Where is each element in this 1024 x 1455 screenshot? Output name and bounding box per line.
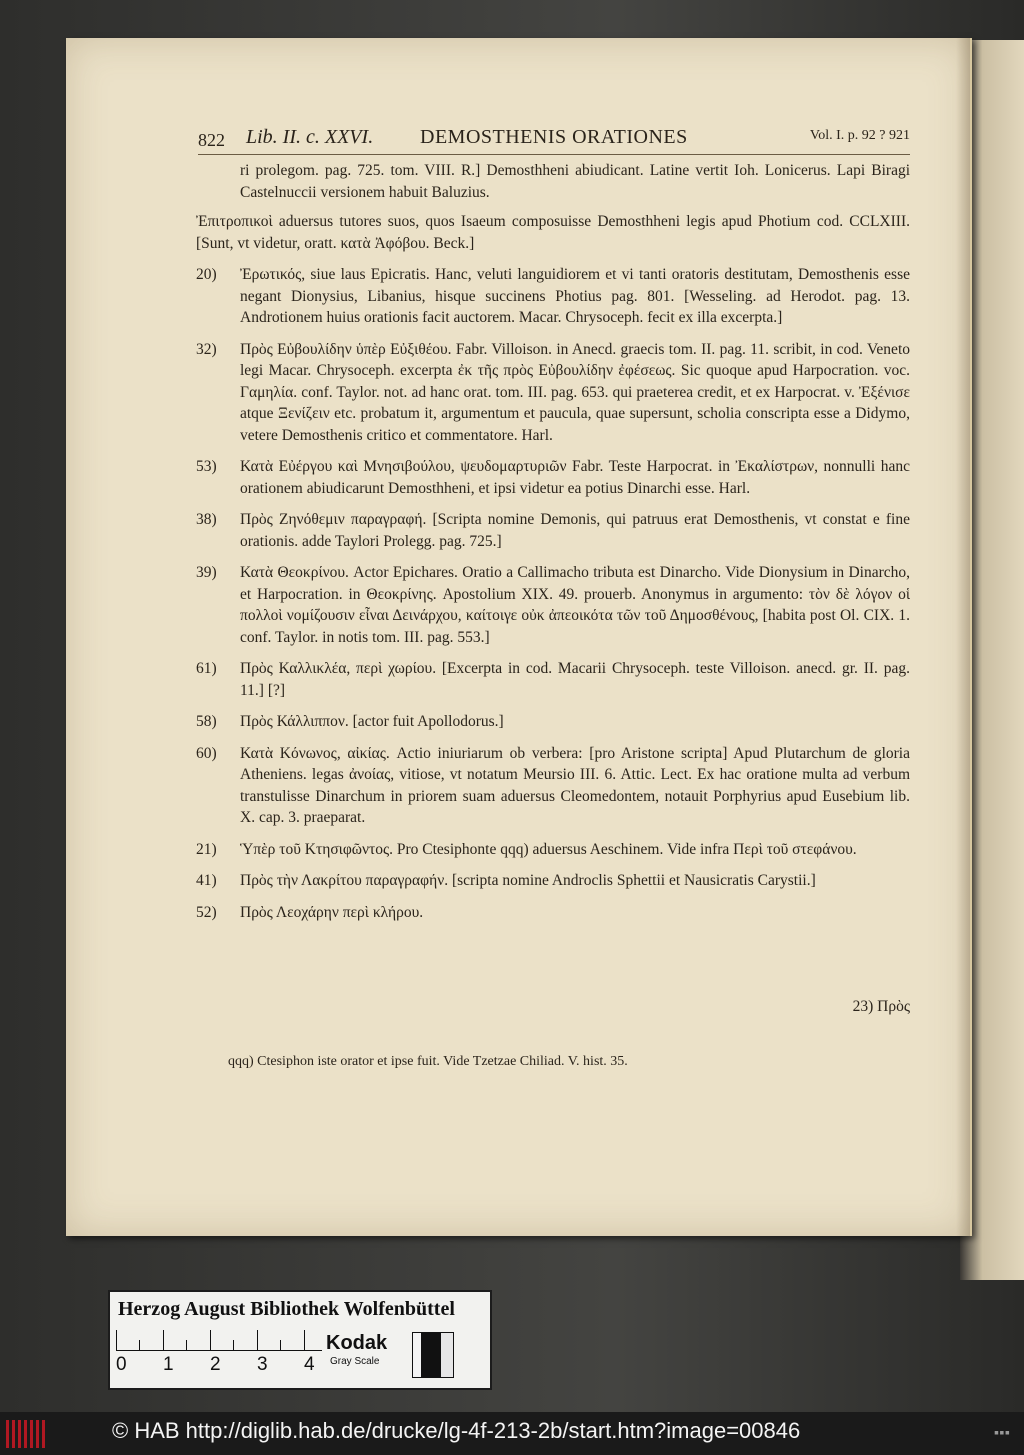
scale-ruler — [116, 1330, 322, 1351]
library-color-chart — [108, 1290, 492, 1390]
entry-text: Πρὸς τὴν Λακρίτου παραγραφήν. [scripta nomine Androclis Sphettii et Nausicratis Carystii.] — [240, 872, 816, 889]
entry-text: Κατὰ Θεοκρίνου. Actor Epichares. Oratio a Callimacho tributa est Dinarcho. Vide Dionysium in Dinarcho, et Harpocration. in Θεοκρίνης. Apostolium XIX. 49. prouerb. Anonymus in argumento: τὸν δὲ λόγον οἱ πολλοὶ νομίζουσιν εἶναι Δεινάρχου, καίτοιγε οὐκ ἀπεοικότα τῶν τοῦ Δημοσθένους, [habita post Ol. CIX. 1. conf. Taylor. in notis tom. III. pag. 553.] — [240, 564, 910, 646]
entry-text: Πρὸς Ζηνόθεμιν παραγραφή. [Scripta nomine Demonis, qui patruus erat Demosthenis, vt constat e fine orationis. adde Taylori Prolegg. pag. 725.] — [240, 511, 910, 550]
source-url-link[interactable]: © HAB http://diglib.hab.de/drucke/lg-4f-213-2b/start.htm?image=00846 — [112, 1418, 801, 1443]
ruler-number: 0 — [116, 1354, 127, 1375]
entry-text: Κατὰ Εὐέργου καὶ Μνησιβούλου, ψευδομαρτυριῶν Fabr. Teste Harpocrat. in Ἐκαλίστρων, nonnulli hanc orationem abiudicarunt Demosthheni, et ipsi videtur ea potius Dinarchi esse. Harl. — [240, 458, 910, 497]
entry-number: 41) — [196, 872, 217, 889]
entry-number: 38) — [196, 511, 217, 528]
text-entry — [196, 339, 910, 447]
volume-reference: Vol. I. p. 92 ? 921 — [809, 128, 910, 143]
header-rule — [198, 154, 910, 155]
text-entry — [196, 562, 910, 648]
entry-text: ri prolegom. pag. 725. tom. VIII. R.] Demosthheni abiudicant. Latine vertit Ioh. Lonicerus. Lapi Biragi Castelnuccii versionem habuit Baluzius. — [240, 162, 910, 201]
ruler-number: 1 — [163, 1354, 174, 1375]
gray-scale-patches — [412, 1332, 454, 1378]
entry-text: Ἐπιτροπικοὶ aduersus tutores suos, quos Isaeum composuisse Demosthheni legis apud Photium cod. CCLXIII. [Sunt, vt videtur, oratt. κατὰ Ἀφόβου. Beck.] — [196, 213, 910, 252]
entry-number: 60) — [196, 744, 217, 762]
entry-number: 58) — [196, 713, 217, 730]
page-header — [198, 124, 910, 154]
chapter-label: Lib. II. c. XXVI. — [246, 126, 374, 148]
entry-number: 39) — [196, 564, 217, 581]
entry-text: Κατὰ Κόνωνος, αἰκίας. Actio iniuriarum ob verbera: [pro Aristone scripta] Apud Plutarchum de gloria Atheniens. legas ἀνοίας, vitiose, vt notatum Meursio III. 6. Attic. Lect. Ex hac oratione multa ad verbum transtulisse Dinarchum in priorem suam aduersus Cleomedontem, notauit Porphyrius apud Eusebium lib. X. cap. 3. praeparat. — [240, 744, 910, 826]
hab-logo-icon — [6, 1420, 46, 1448]
page-text — [196, 160, 910, 933]
entry-text: Ἐρωτικός, siue laus Epicratis. Hanc, veluti languidiorem et vi tanti oratoris destitutam, Demosthenis esse negant Dionysius, Libanius, hisque succinens Photius pag. 801. [Wesseling. ad Herodot. pag. 13. Androtionem huius orationis facit auctorem. Macar. Chrysoceph. fecit ex illa excerpta.] — [240, 266, 910, 326]
running-title: DEMOSTHENIS ORATIONES — [420, 126, 688, 148]
ruler-number: 4 — [304, 1354, 315, 1375]
text-entry — [196, 211, 910, 254]
entry-number: 21) — [196, 840, 217, 858]
entry-text: Ὑπὲρ τοῦ Κτησιφῶντος. Pro Ctesiphonte qqq) aduersus Aeschinem. Vide infra Περὶ τοῦ στεφάνου. — [240, 840, 857, 858]
entry-text: Πρὸς Καλλικλέα, περὶ χωρίου. [Excerpta in cod. Macarii Chrysoceph. teste Villoison. anecd. gr. II. pag. 11.] [?] — [240, 660, 910, 699]
page-number: 822 — [198, 130, 225, 150]
entry-number: 52) — [196, 903, 217, 921]
text-entry — [196, 509, 910, 552]
kodak-wordmark: Kodak — [326, 1332, 388, 1354]
text-entry — [196, 264, 910, 329]
library-name: Herzog August Bibliothek Wolfenbüttel — [118, 1298, 455, 1320]
gray-scale-label: Gray Scale — [330, 1356, 380, 1367]
text-entry — [196, 711, 910, 733]
ruler-numbers — [116, 1354, 356, 1376]
entry-number: 32) — [196, 340, 217, 358]
entry-number: 20) — [196, 266, 217, 283]
footnote: qqq) Ctesiphon iste orator et ipse fuit. Vide Tzetzae Chiliad. V. hist. 35. — [228, 1054, 628, 1069]
text-entry — [196, 456, 910, 499]
catchword: 23) Πρὸς — [852, 998, 910, 1015]
footer-bar — [0, 1412, 1024, 1455]
ruler-number: 2 — [210, 1354, 221, 1375]
entry-text: Πρὸς Λεοχάρην περὶ κλήρου. — [240, 903, 424, 921]
ruler-number: 3 — [257, 1354, 268, 1375]
kodak-logo — [326, 1330, 416, 1370]
text-entry — [196, 839, 910, 861]
text-entry — [196, 160, 910, 203]
entry-number: 61) — [196, 660, 217, 677]
page-edge-shadow — [956, 38, 970, 1236]
text-entry — [196, 870, 910, 892]
text-entry — [196, 902, 910, 924]
footer-mark: ▪▪▪ — [993, 1428, 1010, 1438]
entry-text: Πρὸς Κάλλιππον. [actor fuit Apollodorus.] — [240, 713, 504, 730]
entry-number: 53) — [196, 458, 217, 475]
text-entry — [196, 658, 910, 701]
entry-text: Πρὸς Εὐβουλίδην ὑπὲρ Εὐξιθέου. Fabr. Villoison. in Anecd. graecis tom. II. pag. 11. scribit, in cod. Veneto legi Macar. Chrysoceph. excerpta ἐκ τῆς πρὸς Εὐβουλίδην ἐφέσεως. Sic quoque apud Harpocration. voc. Γαμηλία. conf. Taylor. not. ad hanc orat. tom. III. pag. 653. qui praeterea credit, et ex Harpocrat. v. Ἐξένισε atque Ξενίζειν etc. probatum it, argumentum et paucula, quae supersunt, scholia conscripta esse a Didymo, vetere Demosthenis critico et commentatore. Harl. — [240, 340, 910, 444]
text-entry — [196, 743, 910, 829]
